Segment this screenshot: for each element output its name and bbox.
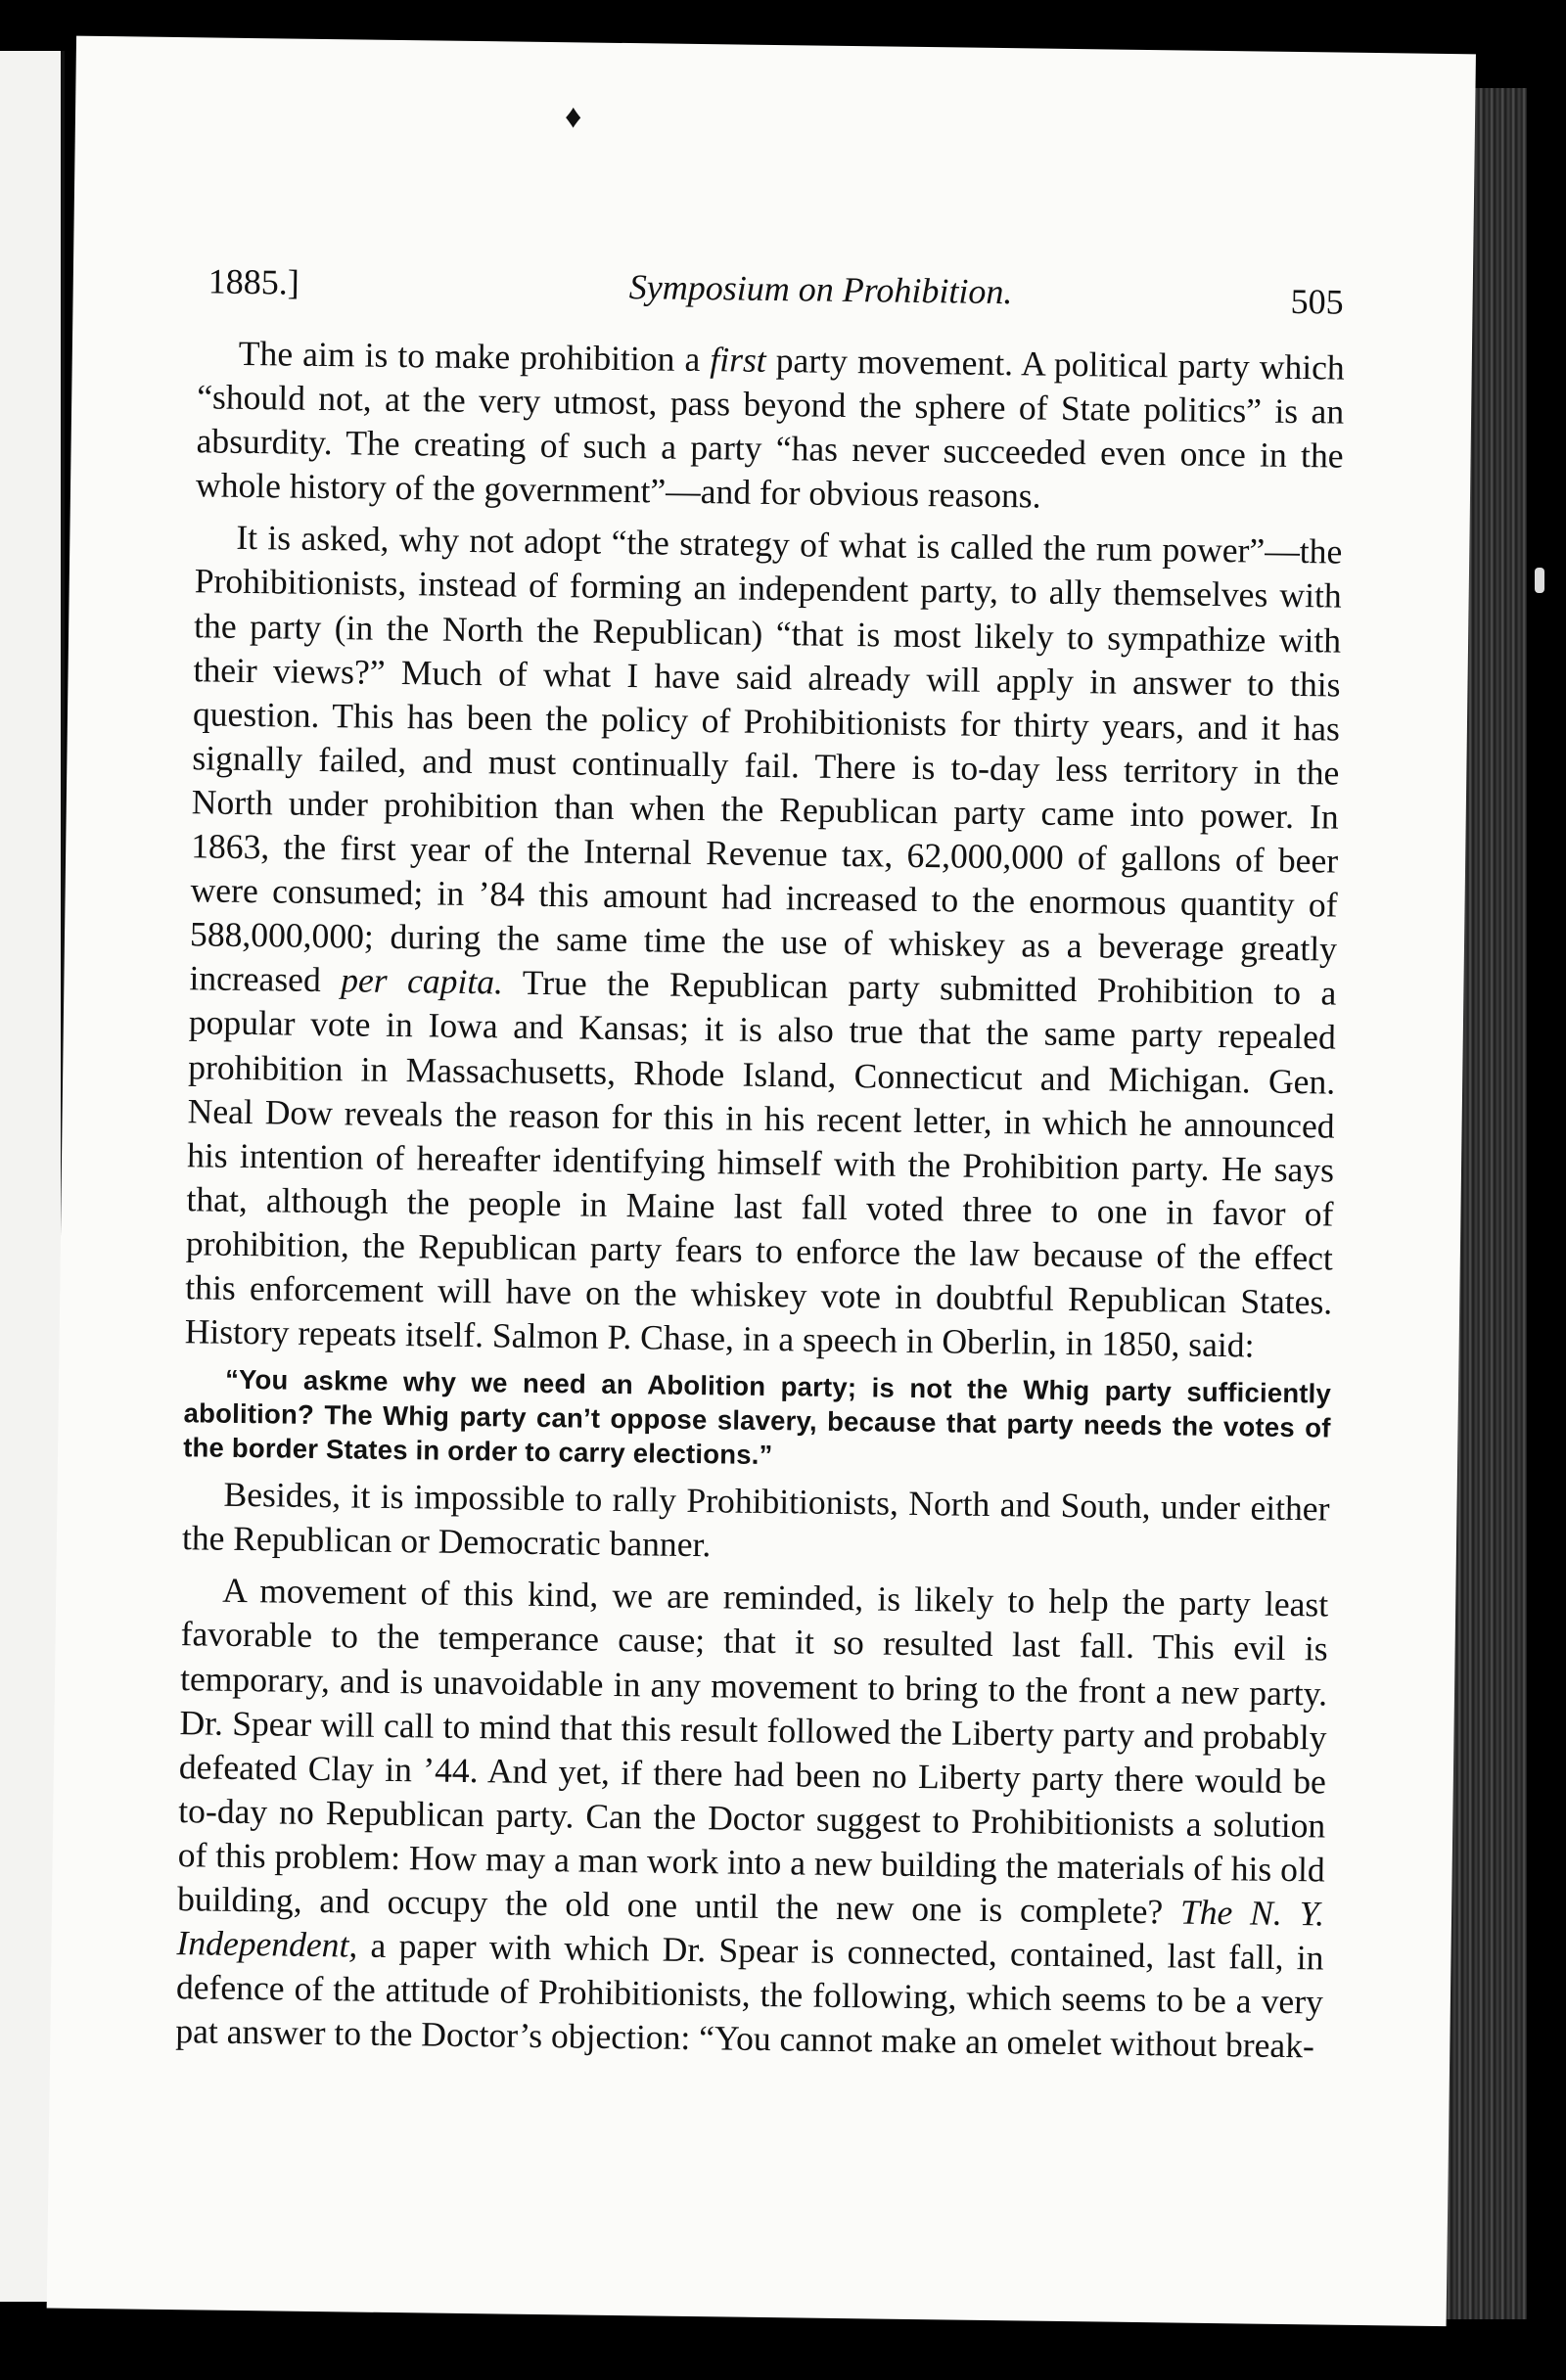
- running-head-year: 1885.]: [207, 261, 300, 302]
- paragraph-text: party movement. A political party which “should not, at the very utmost, pass beyond the sphere of State politics” is an absurdity. The creating of such a party “has never succeeded even once in the whole history of the government”—and for obvious reasons.: [195, 340, 1345, 516]
- italic-emphasis: first: [710, 340, 766, 380]
- body-text: [175, 331, 1345, 2077]
- book-page: [47, 36, 1476, 2327]
- page-number: 505: [1290, 281, 1344, 322]
- paragraph-movement: [175, 1569, 1328, 2069]
- paragraph-text: True the Republican party submitted Prohibition to a popular vote in Iowa and Kansas; it is also true that the same party repealed prohibition in Massachusetts, Rhode Island, Connecticut and Michigan. Gen. Neal Dow reveals the reason for this in his recent letter, in which he announced his intention of hereafter identifying himself with the Prohibition party. He says that, although the people in Maine last fall voted three to one in favor of prohibition, the Republican party fears to enforce the law because of the effect this enforcement will have on the whiskey vote in doubtful Republican States. History repeats itself. Salmon P. Chase, in a speech in Oberlin, in 1850, said:: [184, 962, 1337, 1365]
- ornament-mark: ♦: [564, 99, 582, 136]
- paragraph-text: a paper with which Dr. Spear is connected, contained, last fall, in defence of the attitude of Prohibitionists, the following, which seems to be a very pat answer to the Doctor’s objection: “You cannot make an omelet without break-: [175, 1925, 1324, 2066]
- paragraph-text: It is asked, why not adopt “the strategy of what is called the rum power”—the Prohibitionists, instead of forming an independent party, to ally themselves with the party (in the North the Republican) “that is most likely to sympathize with their views?” Much of what I have said already will apply in answer to this question. This has been the policy of Prohibitionists for thirty years, and it has signally failed, and must continually fail. There is to-day less territory in the North under prohibition than when the Republican party came into power. In 1863, the first year of the Internal Revenue tax, 62,000,000 of gallons of beer were consumed; in ’84 this amount had increased to the enormous quantity of 588,000,000; during the same time the use of whiskey as a beverage greatly increased: [189, 518, 1343, 1000]
- margin-mark: [1535, 568, 1544, 593]
- running-head: [207, 260, 1344, 334]
- running-head-title: Symposium on Prohibition.: [628, 267, 1013, 312]
- paragraph-aim: [196, 331, 1345, 523]
- paragraph-besides: Besides, it is impossible to rally Prohibitionists, North and South, under either the Republican or Democratic banner.: [181, 1474, 1330, 1565]
- italic-emphasis: per capita.: [340, 960, 504, 1002]
- italic-publication-title: The N. Y. Independent,: [176, 1892, 1325, 1965]
- block-quote-chase: “You askme why we need an Abolition party; is not the Whig party sufficiently abolition? The Whig party can’t oppose slavery, because that party needs the votes of the border States in order to carry elections.”: [182, 1363, 1332, 1471]
- paragraph-text: A movement of this kind, we are reminded, is likely to help the party least favorable to the temperance cause; that it so resulted last fall. This evil is temporary, and is unavoidable in any movement to bring to the front a new party. Dr. Spear will call to mind that this result followed the Liberty party and probably defeated Clay in ’44. And yet, if there had been no Liberty party there would be to-day no Republican party. Can the Doctor suggest to Prohibitionists a solution of this problem: How may a man work into a new building the materials of his old building, and occupy the old one until the new one is complete?: [176, 1571, 1329, 1932]
- paragraph-text: The aim is to make prohibition a: [238, 333, 711, 380]
- paragraph-strategy: [184, 516, 1342, 1369]
